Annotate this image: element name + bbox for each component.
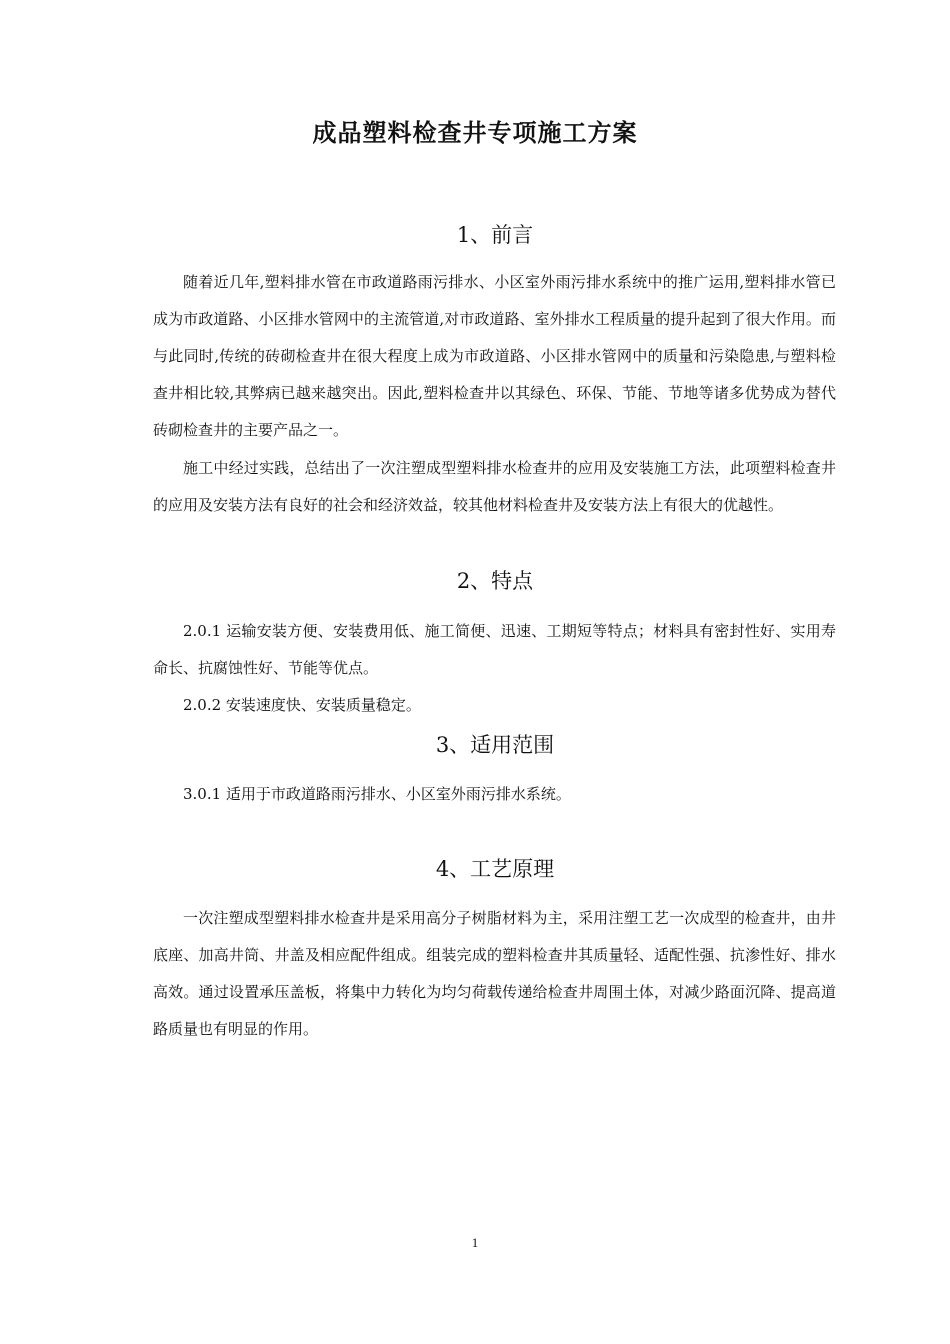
section-heading-principle: 4、工艺原理 bbox=[435, 857, 555, 881]
section-heading-scope: 3、适用范围 bbox=[435, 733, 555, 757]
features-paragraph-1: 2.0.1 运输安装方便、安装费用低、施工简便、迅速、工期短等特点；材料具有密封性好、实用寿命长、抗腐蚀性好、节能等优点。 bbox=[153, 622, 836, 677]
features-paragraph-2: 2.0.2 安装速度快、安装质量稳定。 bbox=[183, 696, 421, 714]
document-title: 成品塑料检查井专项施工方案 bbox=[312, 119, 638, 147]
section-heading-preface: 1、前言 bbox=[456, 223, 534, 247]
page-number: 1 bbox=[471, 1235, 479, 1250]
scope-paragraph-1: 3.0.1 适用于市政道路雨污排水、小区室外雨污排水系统。 bbox=[183, 785, 571, 803]
preface-paragraph-2: 施工中经过实践，总结出了一次注塑成型塑料排水检查井的应用及安装施工方法，此项塑料检查井的应用及安装方法有良好的社会和经济效益，较其他材料检查井及安装方法上有很大的优越性。 bbox=[153, 459, 836, 514]
principle-paragraph-1: 一次注塑成型塑料排水检查井是采用高分子树脂材料为主，采用注塑工艺一次成型的检查井，由井底座、加高井筒、井盖及相应配件组成。组装完成的塑料检查井其质量轻、适配性强、抗渗性好、排水高效。通过设置承压盖板，将集中力转化为均匀荷载传递给检查井周围土体，对减少路面沉降、提高道路质量也有明显的作用。 bbox=[153, 909, 836, 1038]
section-heading-features: 2、特点 bbox=[456, 569, 534, 593]
preface-paragraph-1: 随着近几年,塑料排水管在市政道路雨污排水、小区室外雨污排水系统中的推广运用,塑料排水管已成为市政道路、小区排水管网中的主流管道,对市政道路、室外排水工程质量的提升起到了很大作用。而与此同时,传统的砖砌检查井在很大程度上成为市政道路、小区排水管网中的质量和污染隐患,与塑料检查井相比较,其弊病已越来越突出。因此,塑料检查井以其绿色、环保、节能、节地等诸多优势成为替代砖砌检查井的主要产品之一。 bbox=[153, 273, 836, 439]
